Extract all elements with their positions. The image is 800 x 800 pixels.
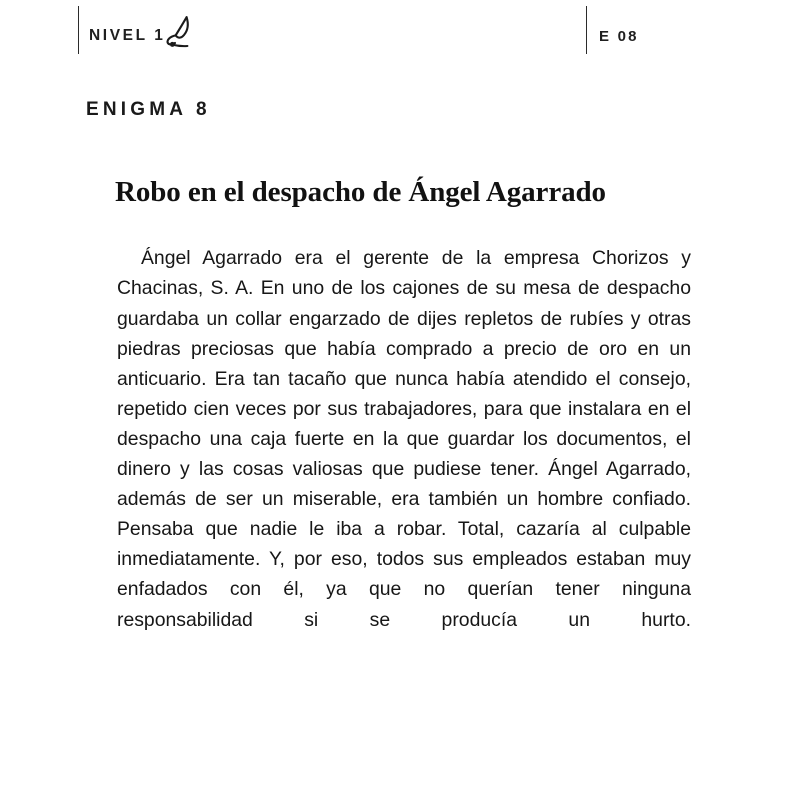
page-title: Robo en el despacho de Ángel Agarrado: [115, 176, 606, 209]
quill-pen-icon: [163, 14, 197, 54]
enigma-label: ENIGMA 8: [86, 99, 211, 120]
header-rule-left: [78, 6, 79, 54]
header-rule-right: [586, 6, 587, 54]
level-indicator: NIVEL 1: [89, 27, 166, 44]
running-header: [0, 0, 800, 62]
page-folio: E 08: [599, 28, 639, 45]
enigma-body-text: Ángel Agarrado era el gerente de la empresa Chorizos y Chacinas, S. A. En uno de los cajones de su mesa de despacho guardaba un collar engarzado de dijes repletos de rubíes y otras piedras preciosas que había comprado a precio de oro en un anticuario. Era tan tacaño que nunca había atendido el consejo, repetido cien veces por sus trabajadores, para que instalara en el despacho una caja fuerte en la que guardar los documentos, el dinero y las cosas valiosas que pudiese tener. Ángel Agarrado, además de ser un miserable, era también un hombre confiado. Pensaba que nadie le iba a robar. Total, cazaría al culpable inmediatamente. Y, por eso, todos sus empleados estaban muy enfadados con él, ya que no querían tener ninguna responsabilidad si se producía un hurto.: [117, 247, 691, 631]
